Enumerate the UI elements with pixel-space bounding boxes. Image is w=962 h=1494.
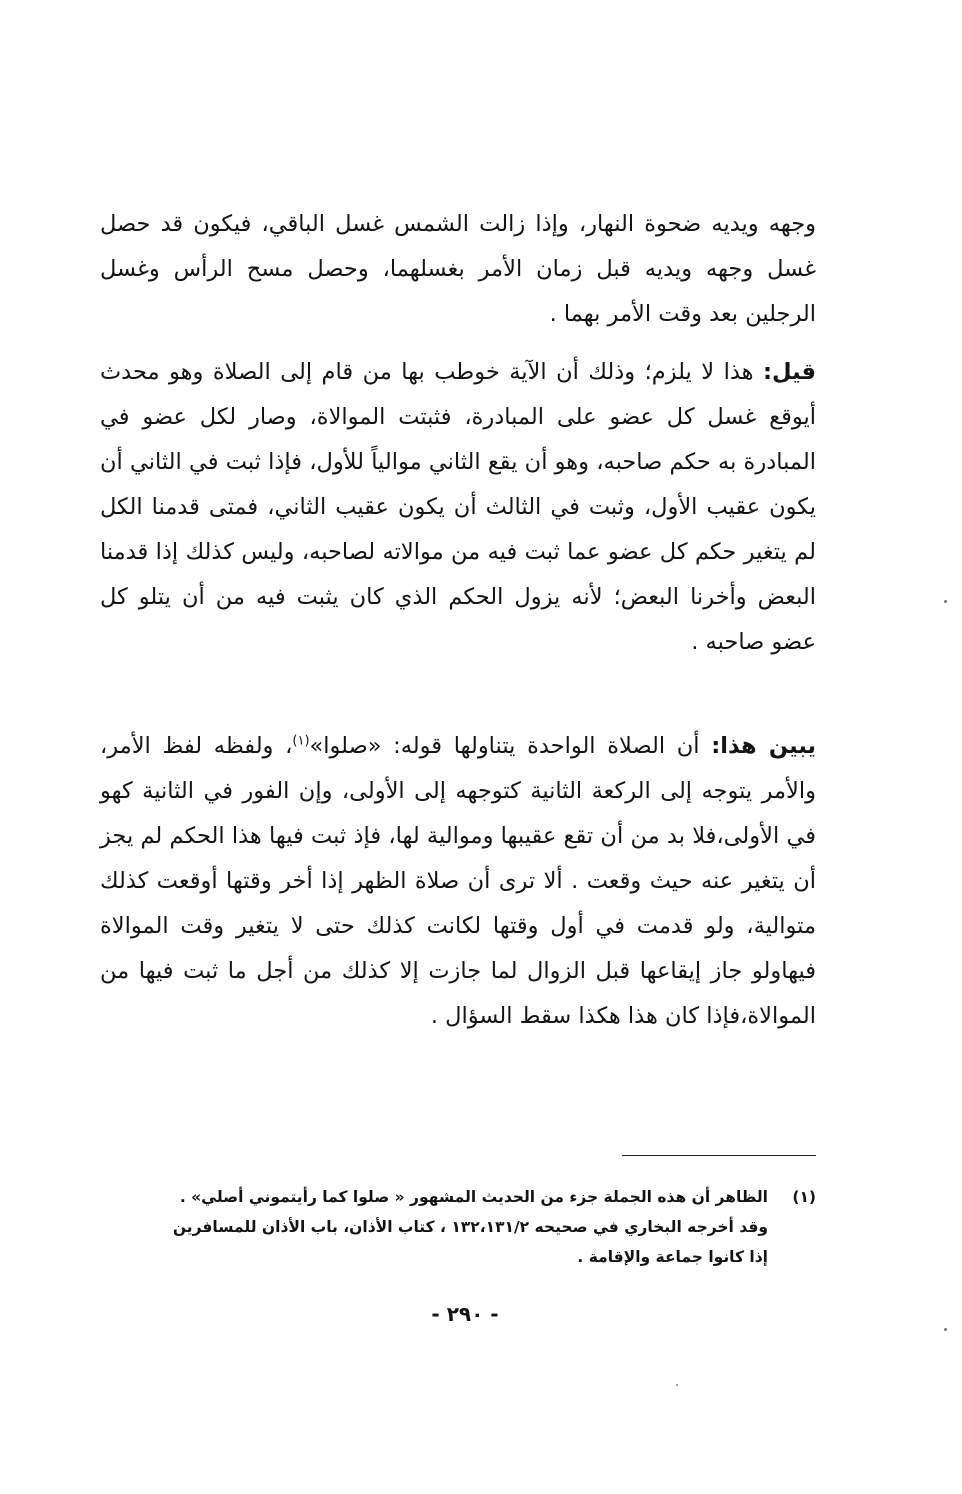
paragraph-2-body: هذا لا يلزم؛ وذلك أن الآية خوطب بها من قام إلى الصلاة وهو محدث أيوقع غسل كل عضو على المبادرة، فثبتت الموالاة، وصار لكل عضو في المبادرة به حكم صاحبه، وهو أن يقع الثاني موالياً للأول، فإذا ثبت في الثاني أن يكون عقيب الأول، وثبت في الثالث أن يكون عقيب الثاني، فمتى قدمنا الكل لم يتغير حكم كل عضو عما ثبت فيه من موالاته لصاحبه، وليس كذلك إذا قدمنا البعض وأخرنا البعض؛ لأنه يزول الحكم الذي كان يثبت فيه من أن يتلو كل عضو صاحبه .	[100, 359, 816, 655]
scan-speck	[944, 1328, 947, 1331]
scan-speck	[676, 1384, 678, 1386]
footnote-line-2: وقد أخرجه البخاري في صحيحه ١٣٢،١٣١/٢ ، كتاب الأذان، باب الأذان للمسافرين	[172, 1218, 768, 1236]
footnote-second-line	[100, 1212, 816, 1242]
footnote-first-line	[100, 1182, 816, 1212]
footnote-third-line	[100, 1242, 816, 1272]
footnote-line-3: إذا كانوا جماعة والإقامة .	[577, 1248, 768, 1266]
paragraph-3-body-start: أن الصلاة الواحدة يتناولها قوله: «صلوا»	[309, 733, 712, 759]
paragraph-2	[100, 350, 816, 665]
paragraph-3-lead: يبين هذا:	[711, 733, 816, 759]
paragraph-1	[100, 202, 816, 337]
page-number: - ٢٩٠ -	[431, 1302, 499, 1326]
scan-speck	[944, 600, 947, 603]
footnote	[100, 1182, 816, 1272]
paragraph-2-lead: قيل:	[763, 359, 816, 385]
footnote-reference[interactable]: (١)	[292, 733, 310, 749]
paragraph-3	[100, 724, 816, 1039]
paragraph-1-text: وجهه ويديه ضحوة النهار، وإذا زالت الشمس غسل الباقي، فيكون قد حصل غسل وجهه ويديه قبل زمان الأمر بغسلهما، وحصل مسح الرأس وغسل الرجلين بعد وقت الأمر بهما .	[100, 211, 816, 327]
footnote-marker: (١)	[792, 1188, 816, 1206]
paragraph-3-body-end: ، ولفظه لفظ الأمر، والأمر يتوجه إلى الركعة الثانية كتوجهه إلى الأولى، وإن الفور في الثانية كهو في الأولى،فلا بد من أن تقع عقيبها وموالية لها، فإذ ثبت فيها هذا الحكم لم يجز أن يتغير عنه حيث وقعت . ألا ترى أن صلاة الظهر إذا أخر وقتها أوقعت كذلك متوالية، ولو قدمت في أول وقتها لكانت كذلك حتى لا يتغير وقت الموالاة فيهاولو جاز إيقاعها قبل الزوال لما جازت إلا كذلك من أجل ما ثبت فيها من الموالاة،فإذا كان هذا هكذا سقط السؤال .	[100, 733, 816, 1029]
footnote-separator	[622, 1155, 816, 1156]
footnote-line-1: الظاهر أن هذه الجملة جزء من الحديث المشهور « صلوا كما رأيتموني أصلي» .	[179, 1188, 768, 1206]
